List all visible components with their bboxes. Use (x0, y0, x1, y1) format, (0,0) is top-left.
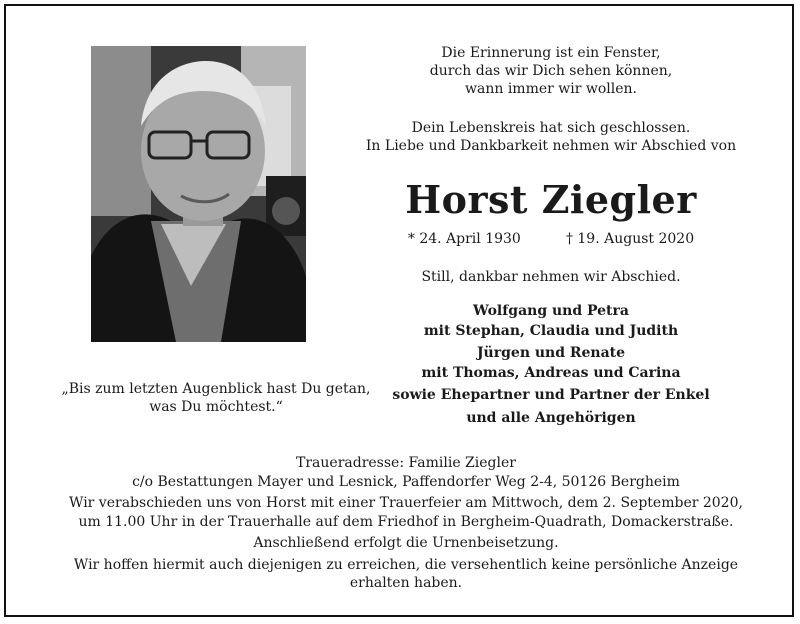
family-line: Jürgen und Renate (476, 345, 626, 361)
ceremony-line: um 11.00 Uhr in der Trauerhalle auf dem Friedhof in Bergheim-Quadrath, Domackerstraße. (78, 513, 734, 530)
ceremony-line: Wir verabschieden uns von Horst mit einer Trauerfeier am Mittwoch, dem 2. September 2020, (69, 495, 743, 511)
family-line: und alle Angehörigen (466, 409, 636, 426)
family-line: sowie Ehepartner und Partner der Enkel (392, 387, 710, 403)
poem-block (306, 44, 796, 98)
portrait-photo (91, 46, 306, 342)
closing-line: erhalten haben. (349, 575, 463, 591)
family-line: mit Thomas, Andreas und Carina (421, 364, 681, 381)
intro-line: Dein Lebenskreis hat sich geschlossen. (411, 120, 691, 136)
poem-line: durch das wir Dich sehen können, (429, 63, 673, 79)
family-line: mit Stephan, Claudia und Judith (423, 322, 679, 339)
birth-date: * 24. April 1930 (407, 231, 521, 247)
address-line: Traueradresse: Familie Ziegler (296, 455, 516, 471)
death-date: † 19. August 2020 (565, 231, 695, 247)
obituary-card (4, 4, 794, 617)
intro-line: In Liebe und Dankbarkeit nehmen wir Abschied von (365, 138, 737, 154)
farewell-line: Still, dankbar nehmen wir Abschied. (421, 269, 681, 285)
notice-block (6, 454, 800, 593)
quote-block (36, 380, 396, 416)
address-line: c/o Bestattungen Mayer und Lesnick, Paffendorfer Weg 2-4, 50126 Bergheim (132, 473, 680, 490)
poem-line: wann immer wir wollen. (465, 81, 637, 97)
deceased-name: Horst Ziegler (405, 177, 697, 222)
life-dates (306, 228, 796, 247)
quote-line: was Du möchtest.“ (149, 399, 283, 415)
family-line: Wolfgang und Petra (473, 303, 629, 319)
closing-line: Wir hoffen hiermit auch diejenigen zu erreichen, die versehentlich keine persönliche Anzeige (73, 556, 739, 573)
poem-line: Die Erinnerung ist ein Fenster, (441, 45, 661, 61)
intro-block (306, 119, 796, 155)
quote-line: „Bis zum letzten Augenblick hast Du getan, (61, 381, 371, 397)
urn-line: Anschließend erfolgt die Urnenbeisetzung. (253, 535, 559, 551)
